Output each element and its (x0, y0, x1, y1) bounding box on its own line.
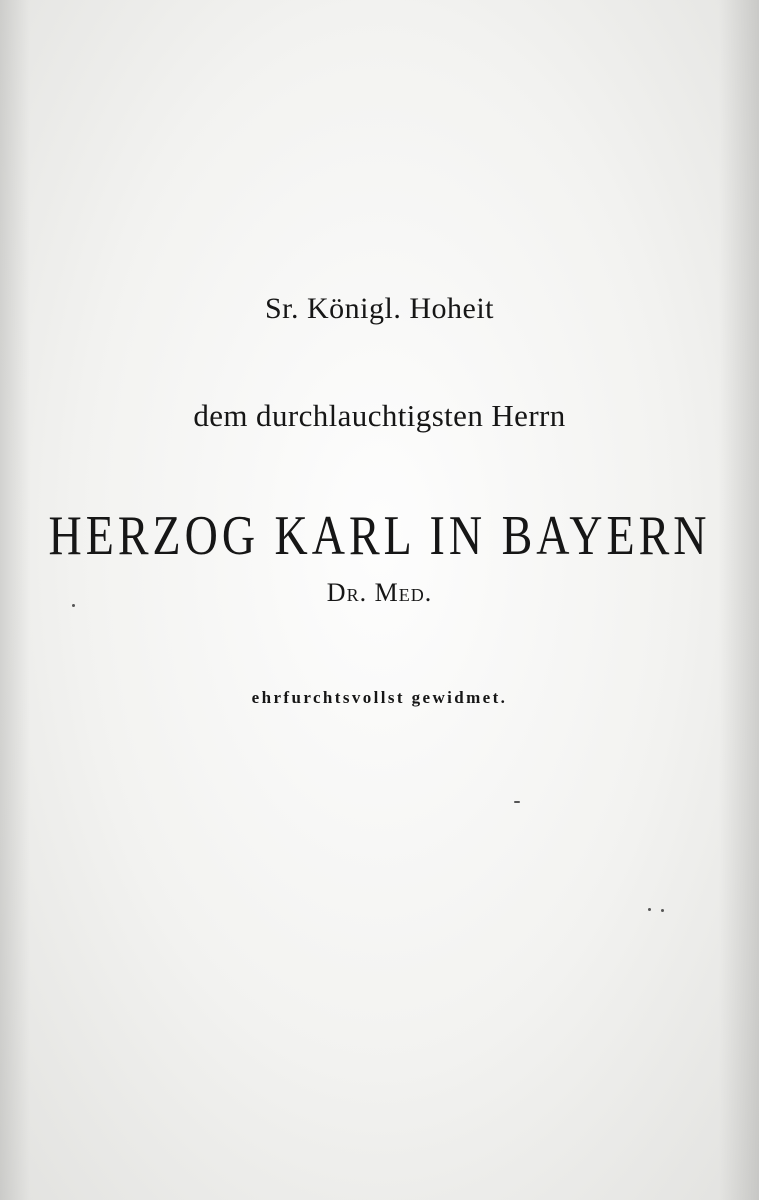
dedication-address: dem durchlauchtigsten Herrn (193, 398, 566, 433)
dedication-name: HERZOG KARL IN BAYERN (48, 504, 711, 567)
dedication-closing: ehrfurchtsvollst gewidmet. (251, 688, 508, 707)
paper-speck (648, 908, 651, 911)
dedication-honorific: Sr. Königl. Hoheit (264, 292, 494, 325)
paper-speck (72, 604, 75, 607)
paper-speck (661, 909, 664, 912)
paper-speck (514, 801, 520, 803)
dedication-title: Dr. Med. (326, 578, 433, 607)
